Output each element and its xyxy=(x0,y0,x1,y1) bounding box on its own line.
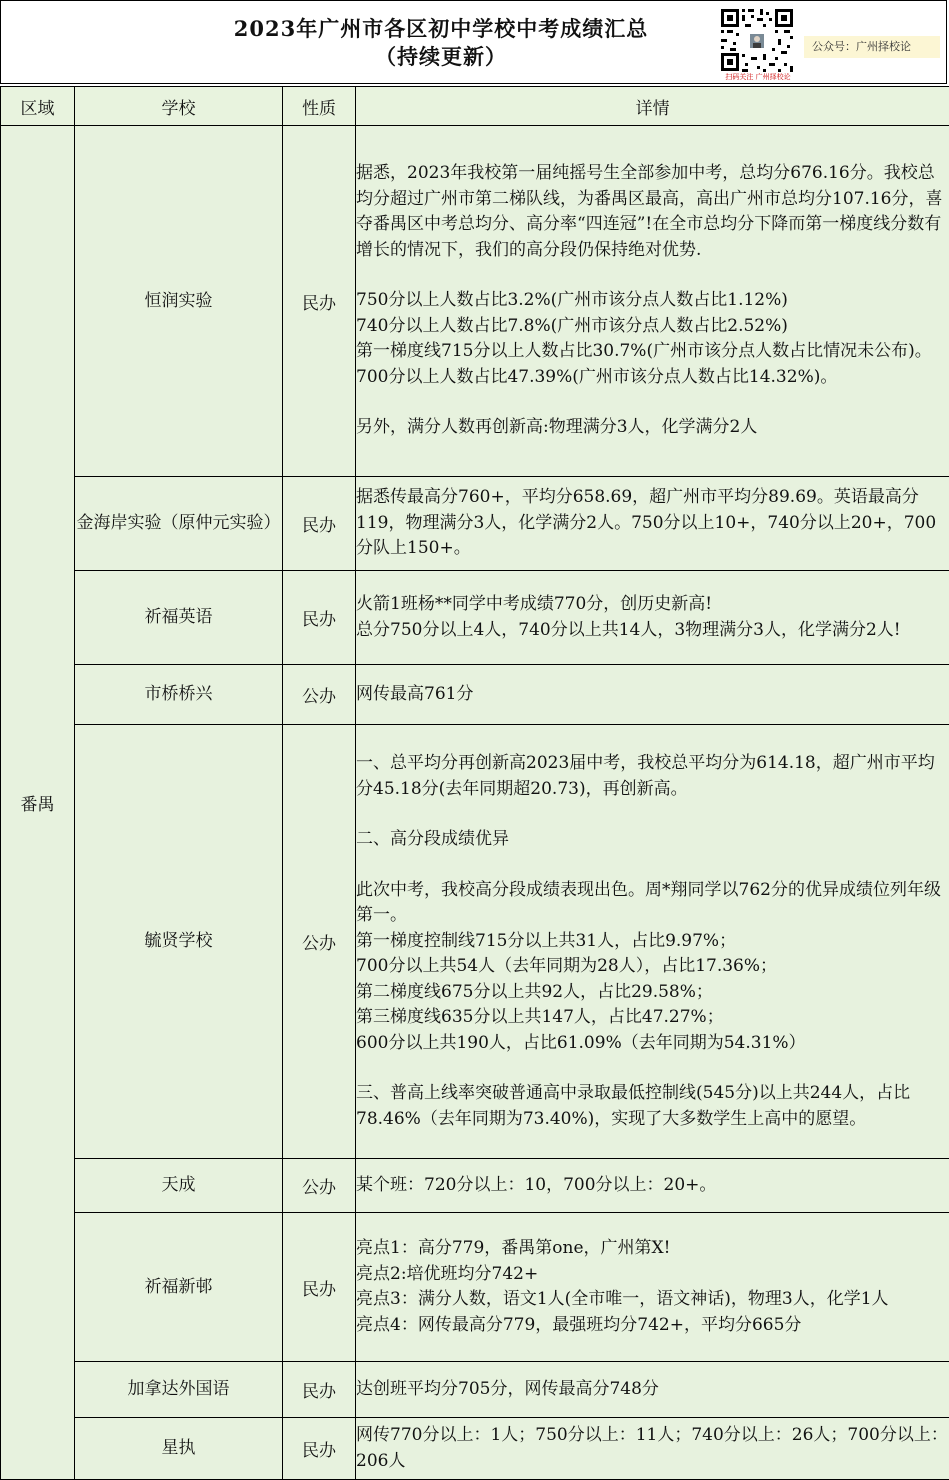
detail-line: 第一梯度线715分以上人数占比30.7%(广州市该分点人数占比情况未公布)。 xyxy=(356,339,949,365)
nature-cell: 民办 xyxy=(283,1362,356,1418)
detail-line: 750分以上人数占比3.2%(广州市该分点人数占比1.12%) xyxy=(356,288,949,314)
table-row xyxy=(1,1213,949,1362)
school-cell: 祈福英语 xyxy=(75,571,283,665)
detail-line: 此次中考，我校高分段成绩表现出色。周*翔同学以762分的优异成绩位列年级第一。 xyxy=(356,878,949,929)
school-cell: 市桥桥兴 xyxy=(75,665,283,725)
detail-line: 网传770分以上：1人；750分以上：11人；740分以上：26人；700分以上：206人 xyxy=(356,1423,949,1474)
nature-cell: 民办 xyxy=(283,571,356,665)
detail-cell xyxy=(356,1362,949,1418)
header-school: 学校 xyxy=(75,87,283,126)
school-cell: 星执 xyxy=(75,1418,283,1480)
region-cell: 番禺 xyxy=(1,126,75,1480)
detail-line: 另外，满分人数再创新高:物理满分3人，化学满分2人 xyxy=(356,415,949,441)
detail-line: 达创班平均分705分，网传最高分748分 xyxy=(356,1377,949,1403)
detail-line: 据悉传最高分760+，平均分658.69，超广州市平均分89.69。英语最高分119，物理满分3人，化学满分2人。750分以上10+，740分以上20+，700分队上150+。 xyxy=(356,485,949,562)
detail-cell xyxy=(356,477,949,571)
results-table xyxy=(0,86,949,1480)
detail-spacer xyxy=(356,263,949,288)
qr-code-image xyxy=(718,6,796,82)
detail-line: 700分以上共54人（去年同期为28人），占比17.36%； xyxy=(356,954,949,980)
table-row xyxy=(1,665,949,725)
detail-cell xyxy=(356,571,949,665)
qr-caption: 扫码关注 广州择校论 xyxy=(720,72,796,82)
school-cell: 金海岸实验（原仲元实验） xyxy=(75,477,283,571)
table-row xyxy=(1,1159,949,1213)
detail-line: 三、普高上线率突破普通高中录取最低控制线(545分)以上共244人，占比78.46%（去年同期为73.40%)，实现了大多数学生上高中的愿望。 xyxy=(356,1081,949,1132)
detail-line: 据悉，2023年我校第一届纯摇号生全部参加中考，总均分676.16分。我校总均分超过广州市第二梯队线，为番禺区最高，高出广州市总均分107.16分，喜夺番禺区中考总均分、高分率“四连冠”!在全市总均分下降而第一梯度线分数有增长的情况下，我们的高分段仍保持绝对优势. xyxy=(356,161,949,263)
detail-line: 740分以上人数占比7.8%(广州市该分点人数占比2.52%) xyxy=(356,314,949,340)
detail-line: 第三梯度线635分以上共147人，占比47.27%； xyxy=(356,1005,949,1031)
header-detail: 详情 xyxy=(356,87,949,126)
detail-line: 二、高分段成绩优异 xyxy=(356,827,949,853)
school-cell: 加拿达外国语 xyxy=(75,1362,283,1418)
table-row xyxy=(1,571,949,665)
header-nature: 性质 xyxy=(283,87,356,126)
header-region: 区域 xyxy=(1,87,75,126)
nature-cell: 公办 xyxy=(283,725,356,1159)
detail-line: 亮点3：满分人数，语文1人(全市唯一，语文神话)，物理3人，化学1人 xyxy=(356,1287,949,1313)
nature-cell: 公办 xyxy=(283,665,356,725)
detail-spacer xyxy=(356,1056,949,1081)
table-row xyxy=(1,1418,949,1480)
table-row xyxy=(1,1362,949,1418)
detail-spacer xyxy=(356,853,949,878)
school-cell: 恒润实验 xyxy=(75,126,283,477)
sheet-header xyxy=(0,0,947,84)
title-line-1: 2023年广州市各区初中学校中考成绩汇总 xyxy=(1,15,881,43)
detail-line: 一、总平均分再创新高2023届中考，我校总平均分为614.18，超广州市平均分45.18分(去年同期超20.73)，再创新高。 xyxy=(356,751,949,802)
detail-spacer xyxy=(356,390,949,415)
detail-cell xyxy=(356,126,949,477)
nature-cell: 民办 xyxy=(283,1418,356,1480)
detail-spacer xyxy=(356,802,949,827)
table-header-row xyxy=(1,87,949,126)
detail-line: 第一梯度控制线715分以上共31人，占比9.97%； xyxy=(356,929,949,955)
detail-line: 网传最高761分 xyxy=(356,682,949,708)
table-row xyxy=(1,126,949,477)
detail-line: 亮点2:培优班均分742+ xyxy=(356,1262,949,1288)
detail-line: 600分以上共190人，占比61.09%（去年同期为54.31%） xyxy=(356,1031,949,1057)
school-cell: 祈福新邨 xyxy=(75,1213,283,1362)
title-line-2: （持续更新） xyxy=(1,43,881,71)
detail-line: 亮点4：网传最高分779，最强班均分742+，平均分665分 xyxy=(356,1313,949,1339)
table-row xyxy=(1,725,949,1159)
nature-cell: 民办 xyxy=(283,126,356,477)
school-cell: 毓贤学校 xyxy=(75,725,283,1159)
nature-cell: 民办 xyxy=(283,1213,356,1362)
school-cell: 天成 xyxy=(75,1159,283,1213)
detail-cell xyxy=(356,725,949,1159)
detail-cell xyxy=(356,665,949,725)
detail-cell xyxy=(356,1213,949,1362)
detail-line: 第二梯度线675分以上共92人，占比29.58%； xyxy=(356,980,949,1006)
table-row xyxy=(1,477,949,571)
detail-cell xyxy=(356,1418,949,1480)
wechat-account-label: 公众号：广州择校论 xyxy=(804,36,940,58)
detail-line: 某个班：720分以上：10，700分以上：20+。 xyxy=(356,1173,949,1199)
detail-cell xyxy=(356,1159,949,1213)
detail-line: 700分以上人数占比47.39%(广州市该分点人数占比14.32%)。 xyxy=(356,365,949,391)
nature-cell: 公办 xyxy=(283,1159,356,1213)
nature-cell: 民办 xyxy=(283,477,356,571)
detail-line: 总分750分以上4人，740分以上共14人，3物理满分3人，化学满分2人! xyxy=(356,618,949,644)
detail-line: 火箭1班杨**同学中考成绩770分，创历史新高! xyxy=(356,592,949,618)
detail-line: 亮点1：高分779，番禺第one，广州第X! xyxy=(356,1236,949,1262)
